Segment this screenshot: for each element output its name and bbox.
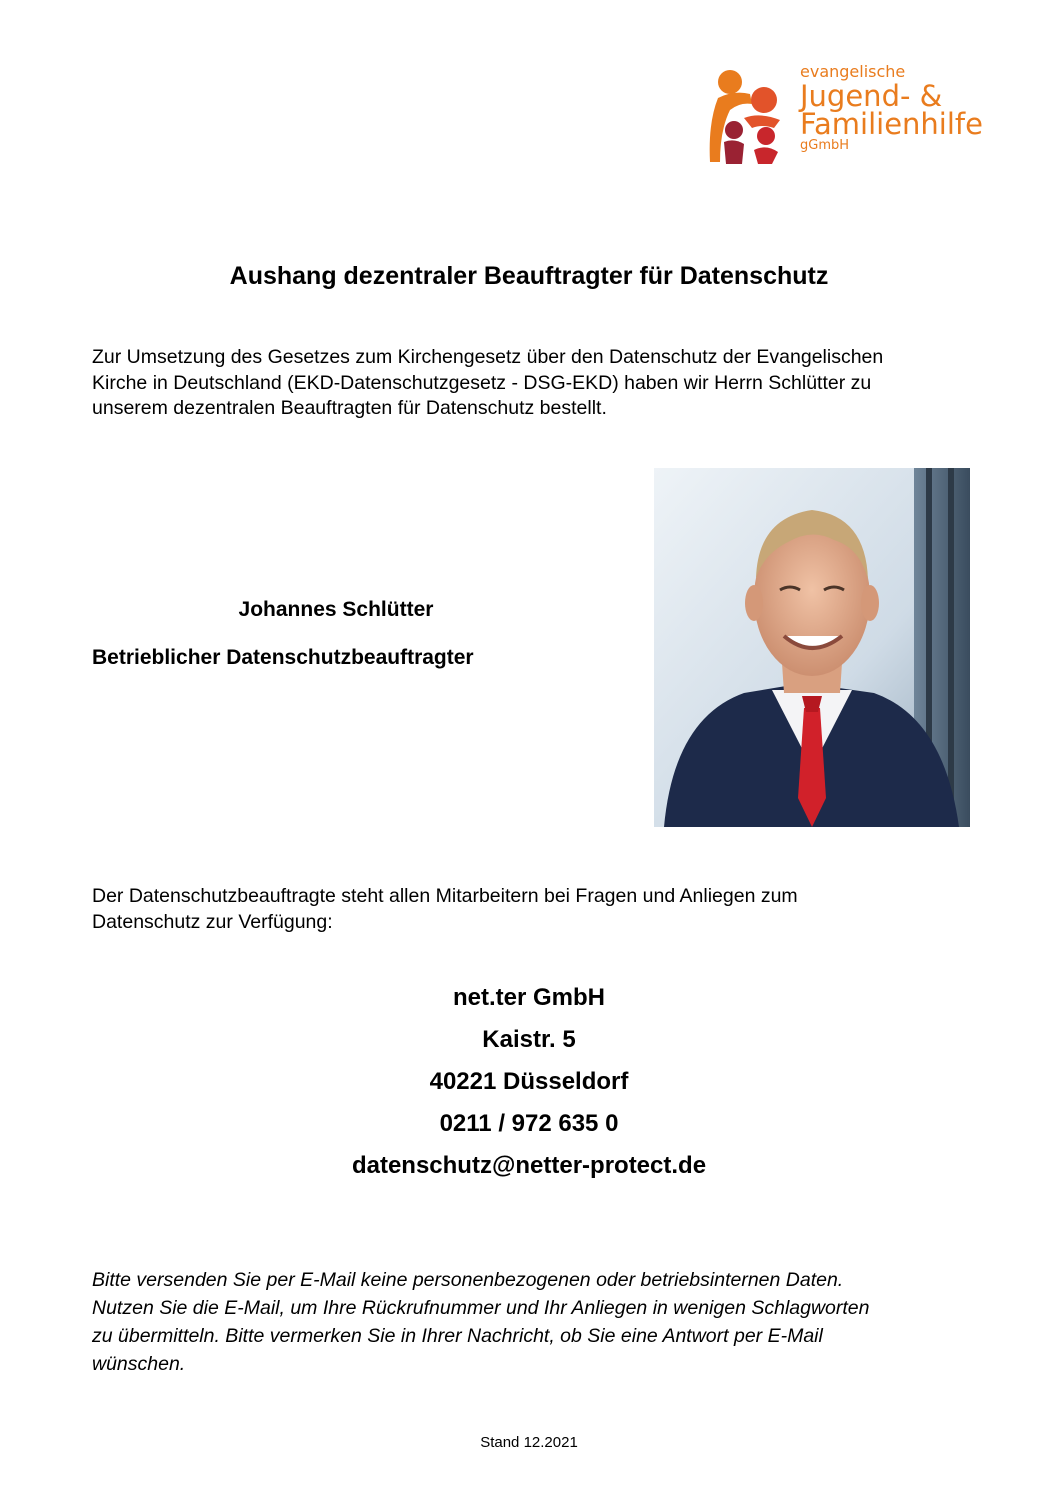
address-street: Kaistr. 5	[482, 1026, 576, 1053]
address-phone: 0211 / 972 635 0	[439, 1110, 619, 1137]
contact-intro-line: Der Datenschutzbeauftragte steht allen Mitarbeitern bei Fragen und Anliegen zum	[92, 885, 798, 907]
logo-text-evangelische: evangelische	[800, 62, 906, 81]
logo-text-ggmbh: gGmbH	[800, 138, 850, 153]
document-date: Stand 12.2021	[480, 1434, 578, 1451]
intro-line: Kirche in Deutschland (EKD-Datenschutzgesetz - DSG-EKD) haben wir Herrn Schlütter zu	[92, 371, 872, 394]
note-line: Bitte versenden Sie per E-Mail keine personenbezogenen oder betriebsinternen Daten.	[92, 1269, 844, 1291]
intro-line: unserem dezentralen Beauftragten für Datenschutz bestellt.	[92, 397, 607, 419]
note-line: zu übermitteln. Bitte vermerken Sie in Ihrer Nachricht, ob Sie eine Antwort per E-Mail	[92, 1325, 823, 1347]
note-line: Nutzen Sie die E-Mail, um Ihre Rückrufnummer und Ihr Anliegen in wenigen Schlagworten	[92, 1297, 870, 1319]
person-photo	[654, 468, 970, 827]
address-email[interactable]: datenschutz@netter-protect.de	[351, 1152, 707, 1179]
page-title: Aushang dezentraler Beauftragter für Datenschutz	[229, 262, 829, 290]
logo-text-jugend: Jugend- &	[800, 79, 943, 113]
logo-text-familienhilfe: Familienhilfe	[800, 107, 983, 141]
note-line: wünschen.	[92, 1353, 186, 1375]
address-company: net.ter GmbH	[452, 984, 605, 1011]
person-name: Johannes Schlütter	[238, 598, 434, 621]
address-city: 40221 Düsseldorf	[429, 1068, 629, 1095]
family-figures-logo-icon	[700, 68, 786, 164]
portrait-photo-image	[654, 468, 970, 827]
email-note	[92, 1266, 972, 1378]
contact-intro-paragraph	[92, 884, 972, 935]
person-role: Betrieblicher Datenschutzbeauftragter	[92, 646, 474, 669]
intro-line: Zur Umsetzung des Gesetzes zum Kirchengesetz über den Datenschutz der Evangelischen	[92, 346, 884, 368]
organization-logo	[700, 62, 983, 166]
intro-paragraph	[92, 345, 972, 422]
contact-intro-line: Datenschutz zur Verfügung:	[92, 910, 333, 933]
